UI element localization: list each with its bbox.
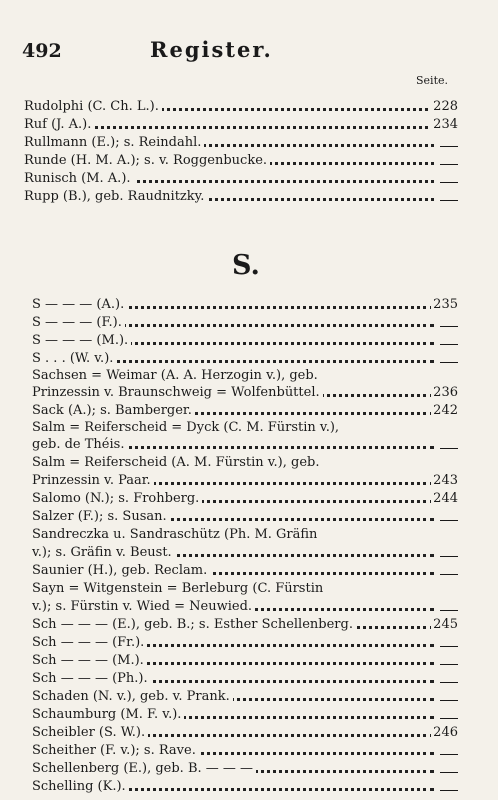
index-entry-name: Sch — — — (E.), geb. B.; s. Esther Schellenberg. [32,616,356,633]
index-entry [24,170,458,187]
page-reference: 234 [433,117,458,132]
ditto-dash [440,344,458,345]
index-entry-name: Prinzessin v. Paar. [32,472,154,489]
ditto-dash [440,182,458,183]
ditto-dash [440,574,458,575]
index-entry-name: Runisch (M. A.). [24,170,134,187]
index-entry [32,384,458,401]
index-entry [32,402,458,419]
ditto-dash [440,772,458,773]
index-entry [32,508,458,525]
section-heading: S. [232,250,260,281]
index-entry-name: Salzer (F.); s. Susan. [32,508,170,525]
ditto-dash [440,448,458,449]
ditto-dash [440,556,458,557]
index-entry-name: Schellenberg (E.), geb. B. — — — [32,760,256,777]
index-entry [24,98,458,115]
page-reference: 244 [433,491,458,506]
index-entry [32,616,458,633]
index-entry-name: geb. de Théis. [32,436,127,453]
index-entry [32,742,458,759]
index-entry [32,760,458,777]
index-entry-first-line: Sachsen = Weimar (A. A. Herzogin v.), geb. [32,368,318,383]
index-entry-first-line: Sayn = Witgenstein = Berleburg (C. Fürstin [32,581,324,596]
index-entry-name: Rudolphi (C. Ch. L.). [24,98,162,115]
index-entry [32,296,458,313]
ditto-dash [440,362,458,363]
index-entry-name: S — — — (A.). [32,296,127,313]
index-entry [32,706,458,723]
index-entry-name: S — — — (M.). [32,332,131,349]
index-entry [32,350,458,367]
page-reference: 246 [433,725,458,740]
index-entry-name: v.); s. Fürstin v. Wied = Neuwied. [32,598,255,615]
index-entry-name: Schaumburg (M. F. v.). [32,706,184,723]
seite-column-label: Seite. [416,74,448,87]
index-entry [32,634,458,651]
index-entry-name: Sch — — — (Ph.). [32,670,151,687]
index-entry [32,436,458,453]
index-entry [32,724,458,741]
index-entry-first-line: Salm = Reiferscheid (A. M. Fürstin v.), geb. [32,455,320,470]
ditto-dash [440,646,458,647]
index-entry [32,314,458,331]
ditto-dash [440,326,458,327]
index-entry-name: Sack (A.); s. Bamberger. [32,402,195,419]
index-entry [32,332,458,349]
page-reference: 235 [433,297,458,312]
index-entry-name: Sch — — — (Fr.). [32,634,147,651]
index-entry-name: Runde (H. M. A.); s. v. Roggenbucke. [24,152,270,169]
index-entry-name: Saunier (H.), geb. Reclam. [32,562,210,579]
page-reference: 245 [433,617,458,632]
index-entry [32,778,458,795]
index-entry [32,598,458,615]
index-entry-name: Scheibler (S. W.). [32,724,148,741]
index-entry-name: Schelling (K.). [32,778,129,795]
ditto-dash [440,790,458,791]
index-entry [24,188,458,205]
ditto-dash [440,164,458,165]
index-entry-name: S . . . (W. v.). [32,350,116,367]
index-entry [32,562,458,579]
index-entry [32,688,458,705]
index-entry [24,152,458,169]
page-reference: 228 [433,99,458,114]
index-entry-first-line: Salm = Reiferscheid = Dyck (C. M. Fürstin v.), [32,420,340,435]
index-entry-name: Rupp (B.), geb. Raudnitzky. [24,188,207,205]
index-entry-name: Scheither (F. v.); s. Rave. [32,742,199,759]
index-entry [32,652,458,669]
page-reference: 243 [433,473,458,488]
index-entry-name: Prinzessin v. Braunschweig = Wolfenbüttel. [32,384,323,401]
index-entry-name: Ruf (J. A.). [24,116,94,133]
index-entry [32,490,458,507]
page-number: 492 [22,40,62,62]
index-entry [32,472,458,489]
ditto-dash [440,200,458,201]
ditto-dash [440,146,458,147]
index-entry [32,670,458,687]
index-entry-name: Schaden (N. v.), geb. v. Prank. [32,688,233,705]
index-entry-name: S — — — (F.). [32,314,125,331]
index-entry [24,134,458,151]
ditto-dash [440,520,458,521]
ditto-dash [440,610,458,611]
page-title: Register. [150,37,273,62]
index-entry-name: Sch — — — (M.). [32,652,147,669]
ditto-dash [440,718,458,719]
page-reference: 242 [433,403,458,418]
ditto-dash [440,754,458,755]
index-entry-name: Salomo (N.); s. Frohberg. [32,490,202,507]
ditto-dash [440,664,458,665]
ditto-dash [440,682,458,683]
ditto-dash [440,700,458,701]
index-entry-name: v.); s. Gräfin v. Beust. [32,544,175,561]
page-reference: 236 [433,385,458,400]
index-entry [24,116,458,133]
index-entry-name: Rullmann (E.); s. Reindahl. [24,134,204,151]
index-entry [32,544,458,561]
index-entry-first-line: Sandreczka u. Sandraschütz (Ph. M. Gräfin [32,527,318,542]
